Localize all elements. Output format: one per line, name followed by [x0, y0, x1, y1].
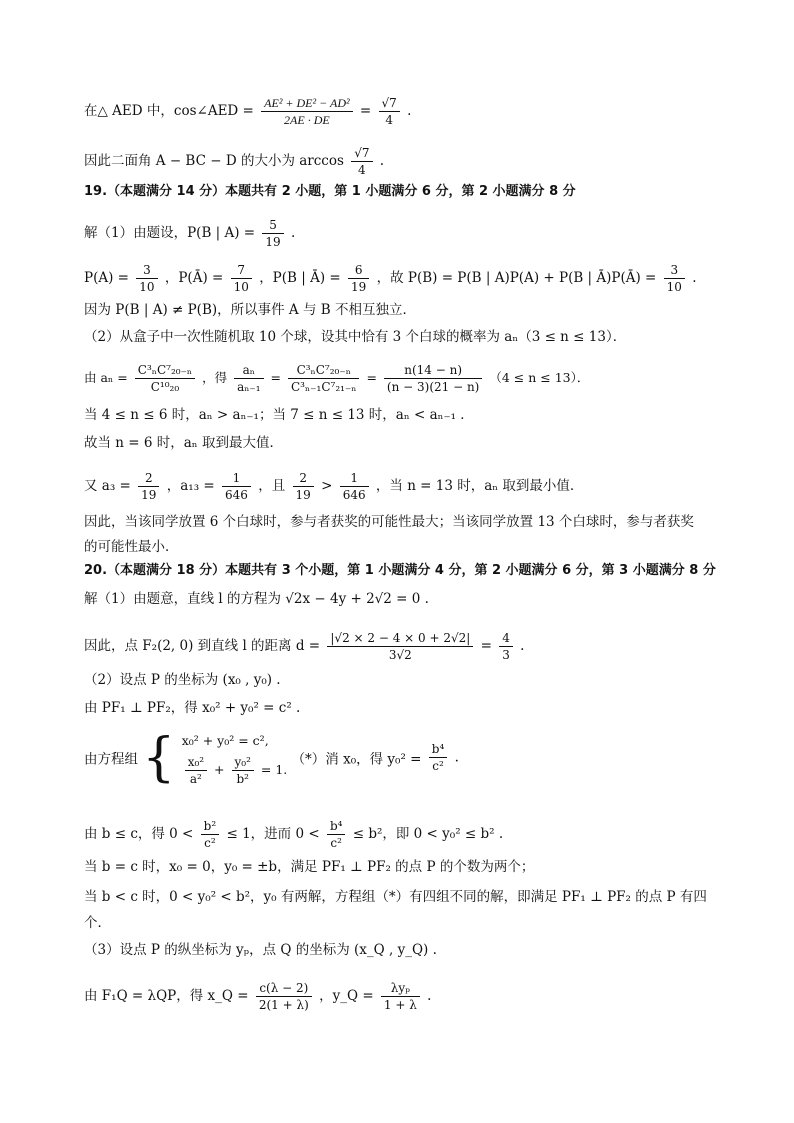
fraction — [384, 362, 482, 395]
fraction — [340, 470, 369, 503]
line-q20-p3: （3）设点 P 的纵坐标为 yₚ，点 Q 的坐标为 (x_Q , y_Q) . — [84, 942, 437, 958]
fraction — [348, 262, 369, 295]
text: + — [210, 762, 229, 777]
numerator: 7 — [231, 262, 252, 279]
denominator: c² — [330, 836, 342, 850]
fraction — [222, 470, 251, 503]
denominator: 3 — [502, 648, 510, 662]
denominator: c² — [204, 836, 216, 850]
denominator: 10 — [233, 280, 249, 294]
denominator: 19 — [351, 280, 367, 294]
numerator: 1 — [222, 470, 251, 487]
numerator: 3 — [136, 262, 157, 279]
denominator: (n − 3)(21 − n) — [386, 380, 480, 394]
fraction — [135, 362, 195, 395]
line-independence: 因为 P(B | A) ≠ P(B)，所以事件 A 与 B 不相互独立． — [84, 302, 416, 318]
line-cos-aed — [84, 95, 734, 128]
text: 由 b ≤ c，得 0 < — [84, 826, 198, 842]
text: P(A) = — [84, 270, 134, 286]
text: = — [359, 103, 376, 119]
line-case-less: 当 b < c 时，0 < y₀² < b²，y₀ 有两解，方程组（*）有四组不同的解，即满足 PF₁ ⊥ PF₂ 的点 P 有四 — [84, 889, 707, 905]
line-conclusion-2: 的可能性最小． — [84, 539, 179, 555]
text: . — [427, 988, 432, 1004]
numerator: λyₚ — [381, 980, 420, 997]
numerator: 5 — [262, 217, 283, 234]
numerator: b⁴ — [327, 818, 346, 835]
numerator: y₀² — [232, 754, 254, 771]
denominator: 3√2 — [388, 648, 412, 662]
text: 由 F₁Q = λQP，得 x_Q = — [84, 988, 253, 1004]
text: . — [692, 270, 697, 286]
text: . — [520, 638, 525, 654]
denominator: c² — [432, 759, 444, 773]
fraction — [293, 470, 314, 503]
text: （*）消 x₀，得 y₀² = — [291, 751, 426, 768]
fraction — [262, 217, 283, 250]
denominator: 10 — [666, 280, 682, 294]
numerator: 4 — [499, 630, 513, 647]
text: ，P(Ā) = — [164, 270, 228, 286]
line-q20-p1: 解（1）由题意，直线 l 的方程为 √2x − 4y + 2√2 = 0 . — [84, 591, 429, 607]
denominator: 2(1 + λ) — [258, 998, 309, 1012]
text: . — [407, 103, 412, 119]
line-equation-system — [84, 728, 734, 787]
line-monotonic: 当 4 ≤ n ≤ 6 时，aₙ > aₙ₋₁；当 7 ≤ n ≤ 13 时，aₙ < aₙ₋₁ ． — [84, 407, 474, 423]
text: ，且 — [258, 478, 290, 494]
denominator: b² — [236, 772, 249, 786]
text: （4 ≤ n ≤ 13）． — [489, 370, 590, 385]
fraction — [327, 818, 346, 851]
line-case-less-cont: 个． — [84, 915, 111, 931]
numerator: aₙ — [234, 362, 264, 379]
text: ≤ b²，即 0 < y₀² ≤ b² . — [352, 826, 504, 842]
fraction — [232, 754, 254, 787]
text: ，当 n = 13 时，aₙ 取到最小值． — [375, 478, 584, 494]
text: . — [379, 153, 385, 169]
text: . — [290, 225, 296, 241]
text: ，得 — [202, 370, 232, 385]
line-distance — [84, 630, 734, 663]
text: 由方程组 — [84, 751, 138, 768]
text: > — [321, 478, 337, 494]
denominator: 19 — [265, 235, 281, 249]
numerator: √7 — [351, 145, 372, 162]
text: 又 a₃ = — [84, 478, 136, 494]
denominator: a² — [189, 772, 202, 786]
fraction — [429, 741, 448, 774]
numerator: c(λ − 2) — [256, 980, 312, 997]
system-row-2 — [182, 754, 288, 787]
line-q19-p1 — [84, 217, 734, 250]
text: ，a₁₃ = — [166, 478, 220, 494]
fraction — [256, 980, 312, 1013]
line-case-equal: 当 b = c 时，x₀ = 0，y₀ = ±b，满足 PF₁ ⊥ PF₂ 的点 P 的个数为两个； — [84, 859, 535, 875]
numerator: 6 — [348, 262, 369, 279]
fraction — [288, 362, 359, 395]
fraction — [138, 470, 159, 503]
denominator: aₙ₋₁ — [237, 380, 261, 394]
numerator: C³ₙC⁷₂₀₋ₙ — [135, 362, 195, 379]
numerator: b² — [201, 818, 220, 835]
denominator: 2AE · DE — [284, 113, 330, 127]
denominator: 646 — [225, 488, 248, 502]
line-perpendicular: 由 PF₁ ⊥ PF₂，得 x₀² + y₀² = c² . — [84, 700, 301, 716]
text: ，故 P(B) = P(B | A)P(A) + P(B | Ā)P(Ā) = — [376, 270, 661, 286]
text: 由 aₙ = — [84, 370, 132, 385]
fraction — [664, 262, 685, 295]
numerator: 2 — [293, 470, 314, 487]
text: 解（1）由题设，P(B | A) = — [84, 225, 260, 241]
line-ratio — [84, 362, 734, 395]
line-q20-p2: （2）设点 P 的坐标为 (x₀ , y₀) . — [84, 672, 281, 688]
denominator: 1 + λ — [383, 998, 417, 1012]
text: 因此，点 F₂(2, 0) 到直线 l 的距离 d = — [84, 638, 325, 654]
numerator: C³ₙC⁷₂₀₋ₙ — [288, 362, 359, 379]
text: = — [270, 370, 285, 385]
text: 在△ AED 中，cos∠AED = — [84, 103, 259, 119]
fraction — [351, 145, 372, 178]
text: 因此二面角 A − BC − D 的大小为 arccos — [84, 153, 344, 169]
line-min — [84, 470, 734, 503]
text: = 1. — [256, 762, 288, 777]
fraction — [231, 262, 252, 295]
fraction — [185, 754, 207, 787]
numerator: x₀² — [185, 754, 207, 771]
numerator: √7 — [379, 95, 400, 112]
heading-q20: 20.（本题满分 18 分）本题共有 3 个小题，第 1 小题满分 4 分，第 2 小题满分 6 分，第 3 小题满分 8 分 — [84, 563, 716, 578]
line-probabilities — [84, 262, 734, 295]
line-vector-relation — [84, 980, 734, 1013]
denominator: 4 — [358, 163, 366, 177]
numerator: |√2 × 2 − 4 × 0 + 2√2| — [327, 630, 473, 647]
fraction — [381, 980, 420, 1013]
text: ，y_Q = — [319, 988, 378, 1004]
text: = — [366, 370, 381, 385]
line-conclusion-1: 因此，当该同学放置 6 个白球时，参与者获奖的可能性最大；当该同学放置 13 个白球时，参与者获奖 — [84, 514, 694, 530]
system-row-1: x₀² + y₀² = c², — [181, 733, 269, 748]
text: . — [454, 749, 459, 766]
fraction — [234, 362, 264, 395]
numerator: b⁴ — [429, 741, 448, 758]
left-brace: { — [142, 727, 176, 788]
fraction — [261, 95, 352, 128]
fraction — [201, 818, 220, 851]
heading-q19: 19.（本题满分 14 分）本题共有 2 小题，第 1 小题满分 6 分，第 2 小题满分 8 分 — [84, 184, 576, 199]
text: ≤ 1，进而 0 < — [226, 826, 324, 842]
denominator: C¹⁰₂₀ — [150, 380, 180, 394]
denominator: 646 — [342, 488, 366, 502]
numerator: AE² + DE² − AD² — [261, 95, 352, 112]
text: = — [480, 638, 497, 654]
equation-system — [182, 728, 288, 787]
fraction — [499, 630, 513, 663]
fraction — [327, 630, 473, 663]
line-dihedral-angle — [84, 145, 734, 178]
line-inequality — [84, 818, 734, 851]
line-max: 故当 n = 6 时，aₙ 取到最大值． — [84, 435, 283, 451]
numerator: n(14 − n) — [384, 362, 482, 379]
line-q19-p2: （2）从盒子中一次性随机取 10 个球，设其中恰有 3 个白球的概率为 aₙ（3 ≤ n ≤ 13）． — [84, 329, 627, 345]
fraction — [136, 262, 157, 295]
fraction — [379, 95, 400, 128]
text: ，P(B | Ā) = — [259, 270, 345, 286]
denominator: 19 — [141, 488, 157, 502]
numerator: 1 — [340, 470, 369, 487]
denominator: C³ₙ₋₁C⁷₂₁₋ₙ — [291, 380, 357, 394]
denominator: 19 — [295, 488, 311, 502]
numerator: 3 — [664, 262, 685, 279]
denominator: 10 — [139, 280, 155, 294]
numerator: 2 — [138, 470, 159, 487]
denominator: 4 — [385, 113, 393, 127]
